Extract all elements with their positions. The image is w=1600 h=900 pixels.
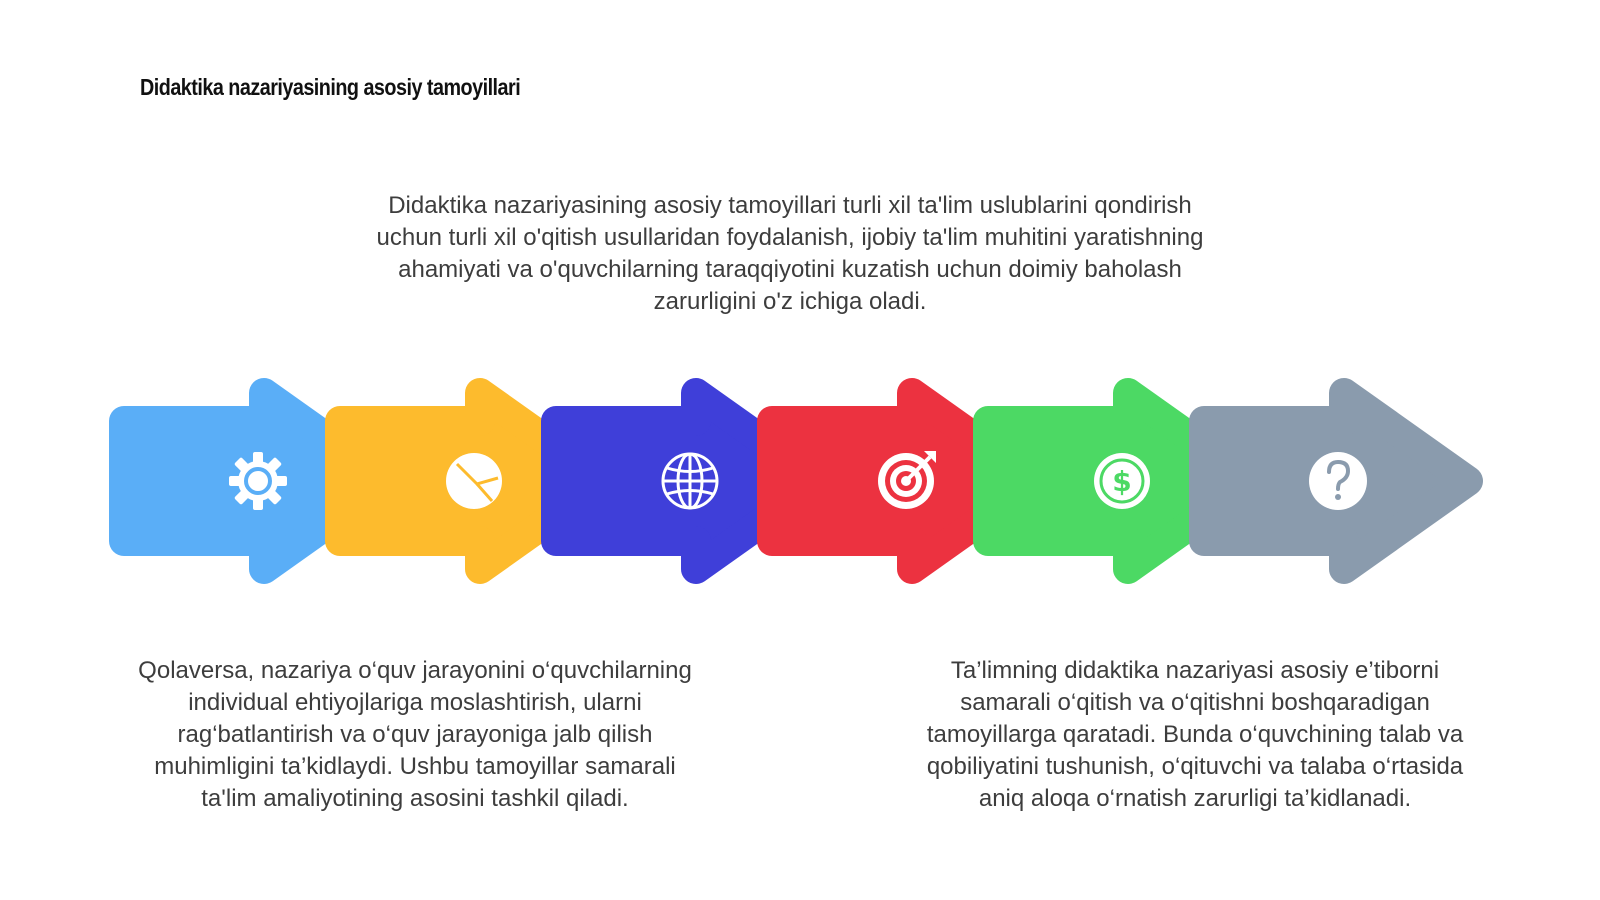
question-mark-icon [1309, 452, 1367, 510]
gear-icon [229, 452, 287, 510]
pie-chart-icon [446, 453, 502, 509]
intro-paragraph: Didaktika nazariyasining asosiy tamoyillari turli xil ta'lim uslublarini qondirish uchun turli xil o'qitish usullaridan foydalanish, ijobiy ta'lim muhitini yaratishning ahamiyati va o'quvchilarning taraqqiyotini kuzatish uchun doimiy baholash zarurligini o'z ichiga oladi. [376, 192, 1204, 315]
svg-text:$: $ [1112, 465, 1132, 498]
page-title: Didaktika nazariyasining asosiy tamoyillari [140, 74, 521, 100]
dollar-coin-icon [1094, 453, 1150, 509]
left-paragraph: Qolaversa, nazariya o‘quv jarayonini o‘quvchilarning individual ehtiyojlariga moslashtirish, ularni rag‘batlantirish va o‘quv jarayoniga jalb qilish muhimligini ta’kidlaydi. Ushbu tamoyillar samarali ta'lim amaliyotining asosini tashkil qiladi. [138, 657, 692, 812]
arrow-step-6 [1204, 393, 1468, 569]
right-paragraph: Ta’limning didaktika nazariyasi asosiy e’tiborni samarali o‘qitish va o‘qitishni boshqaradigan tamoyillarga qaratadi. Bunda o‘quvchining talab va qobiliyatini tushunish, o‘qituvchi va talaba o‘rtasida aniq aloqa o‘rnatish zarurligi ta’kidlanadi. [926, 657, 1464, 812]
globe-icon [663, 454, 717, 508]
